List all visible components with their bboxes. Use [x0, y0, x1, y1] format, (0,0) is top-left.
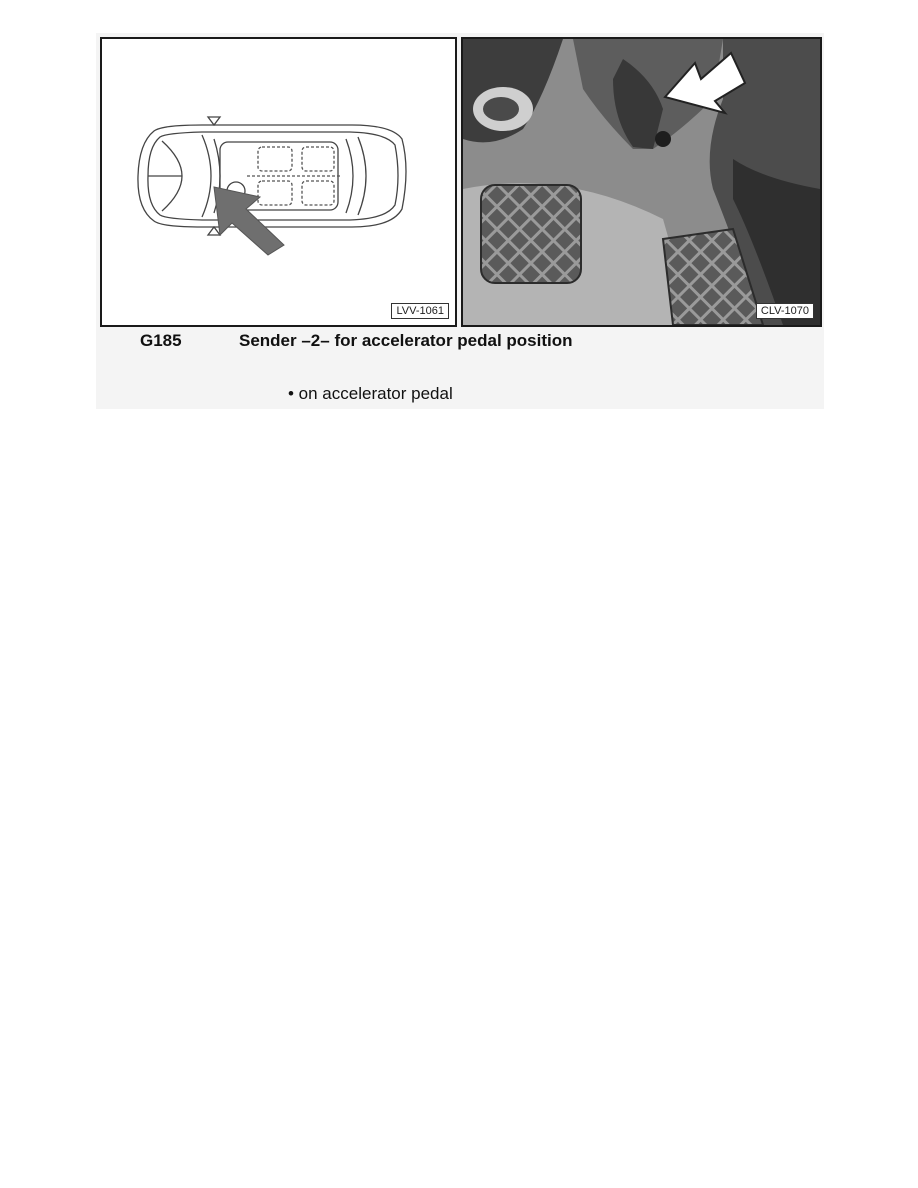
car-diagram-panel: [100, 37, 457, 327]
location-note: • on accelerator pedal: [288, 384, 453, 403]
figure-ref-label: CLV-1070: [756, 303, 814, 319]
figure-block: [96, 33, 824, 409]
pedal-area-photo: [463, 39, 820, 325]
car-top-view-diagram: [102, 39, 455, 325]
component-code: G185: [140, 331, 182, 350]
pedal-photo-panel: [461, 37, 822, 327]
component-description: Sender –2– for accelerator pedal position: [239, 331, 573, 350]
figure-ref-label: LVV-1061: [391, 303, 449, 319]
